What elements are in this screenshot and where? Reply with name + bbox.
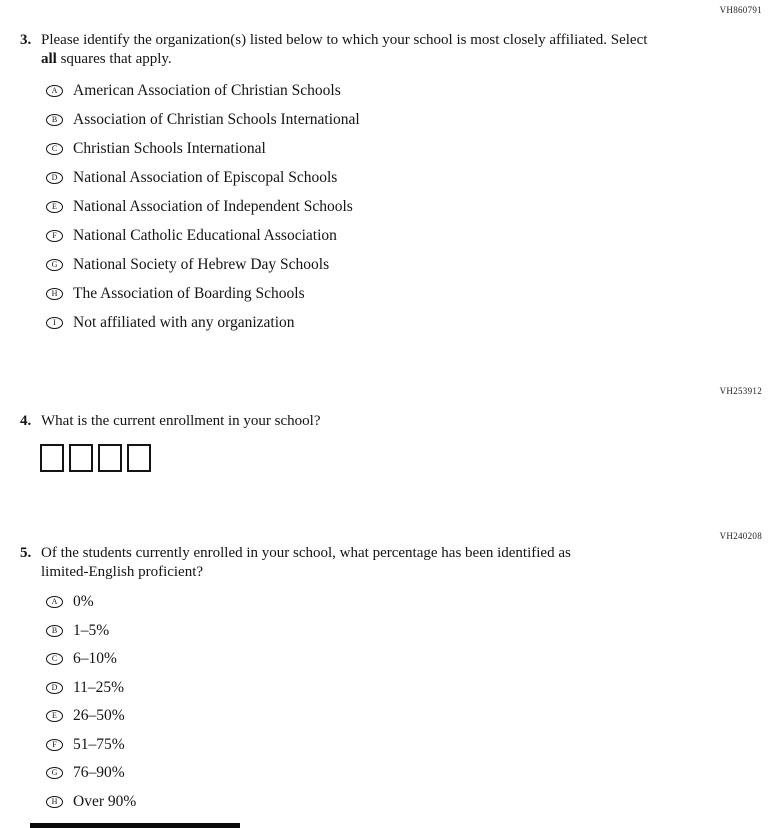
question-4-text: What is the current enrollment in your school? [41,413,321,429]
option-label: 6–10% [73,650,117,668]
question-5-options [46,588,136,816]
oval-letter: F [52,230,57,240]
oval-letter: H [51,288,58,298]
digit-box-4[interactable] [127,444,151,472]
answer-oval[interactable] [46,172,63,184]
q5-option-row [46,645,136,674]
answer-oval[interactable] [46,710,63,722]
answer-oval[interactable] [46,739,63,751]
q3-option-row [46,163,360,192]
oval-letter: B [51,114,58,124]
q3-option-row [46,221,360,250]
q5-option-row [46,674,136,703]
answer-oval[interactable] [46,259,63,271]
option-label: 26–50% [73,707,125,725]
oval-letter: A [51,85,58,95]
q5-option-row [46,702,136,731]
option-label: 76–90% [73,764,125,782]
enrollment-digit-boxes [40,444,151,472]
answer-oval[interactable] [46,85,63,97]
q3-option-row [46,192,360,221]
answer-oval[interactable] [46,114,63,126]
page-edge-artifact [30,823,240,828]
answer-oval[interactable] [46,796,63,808]
digit-box-2[interactable] [69,444,93,472]
option-label: 11–25% [73,678,125,696]
option-label: National Association of Episcopal Schools [73,168,338,186]
option-label: Over 90% [73,792,137,810]
question-3 [20,31,647,69]
option-label: Christian Schools International [73,139,266,157]
question-3-line2: all squares that apply. [41,51,172,67]
option-label: 1–5% [73,621,110,639]
oval-letter: A [51,597,58,607]
oval-letter: B [51,625,58,635]
question-5-line2: limited-English proficient? [41,564,204,580]
option-label: National Society of Hebrew Day Schools [73,255,330,273]
q3-option-row [46,308,360,337]
option-label: Association of Christian Schools International [73,110,360,128]
q3-option-row [46,279,360,308]
q3-option-row [46,250,360,279]
oval-letter: I [53,317,56,327]
option-label: National Association of Independent Schools [73,197,353,215]
oval-letter: C [51,654,58,664]
option-label: 51–75% [73,735,125,753]
option-label: National Catholic Educational Association [73,226,337,244]
q3-option-row [46,134,360,163]
option-label: Not affiliated with any organization [73,313,295,331]
answer-oval[interactable] [46,317,63,329]
q5-option-row [46,788,136,817]
form-code-q5: VH240208 [719,531,762,541]
oval-letter: C [51,143,58,153]
form-code-q4: VH253912 [719,386,762,396]
option-label: American Association of Christian Schools [73,81,341,99]
q3-option-row [46,105,360,134]
oval-letter: G [51,768,58,778]
answer-oval[interactable] [46,653,63,665]
question-4-number: 4. [20,413,32,429]
answer-oval[interactable] [46,682,63,694]
answer-oval[interactable] [46,201,63,213]
question-3-options [46,76,360,337]
question-5-text [41,544,571,582]
oval-letter: H [51,796,58,806]
q5-option-row [46,588,136,617]
answer-oval[interactable] [46,230,63,242]
option-label: 0% [73,593,94,611]
oval-letter: D [51,682,58,692]
q5-option-row [46,759,136,788]
answer-oval[interactable] [46,767,63,779]
question-4 [20,412,321,431]
question-5-number: 5. [20,545,32,561]
q3-option-row [46,76,360,105]
oval-letter: E [52,201,57,211]
q5-option-row [46,617,136,646]
question-3-line1: Please identify the organization(s) listed below to which your school is most closely affiliated. Select [41,32,648,48]
answer-oval[interactable] [46,143,63,155]
q5-option-row [46,731,136,760]
answer-oval[interactable] [46,625,63,637]
form-code-q3: VH860791 [719,5,762,15]
question-5 [20,544,571,582]
answer-oval[interactable] [46,288,63,300]
question-3-number: 3. [20,32,32,48]
digit-box-1[interactable] [40,444,64,472]
question-3-text [41,31,647,69]
digit-box-3[interactable] [98,444,122,472]
oval-letter: F [52,739,57,749]
question-5-line1: Of the students currently enrolled in your school, what percentage has been identified as [41,545,571,561]
oval-letter: D [51,172,58,182]
answer-oval[interactable] [46,596,63,608]
oval-letter: G [51,259,58,269]
oval-letter: E [52,711,57,721]
option-label: The Association of Boarding Schools [73,284,305,302]
